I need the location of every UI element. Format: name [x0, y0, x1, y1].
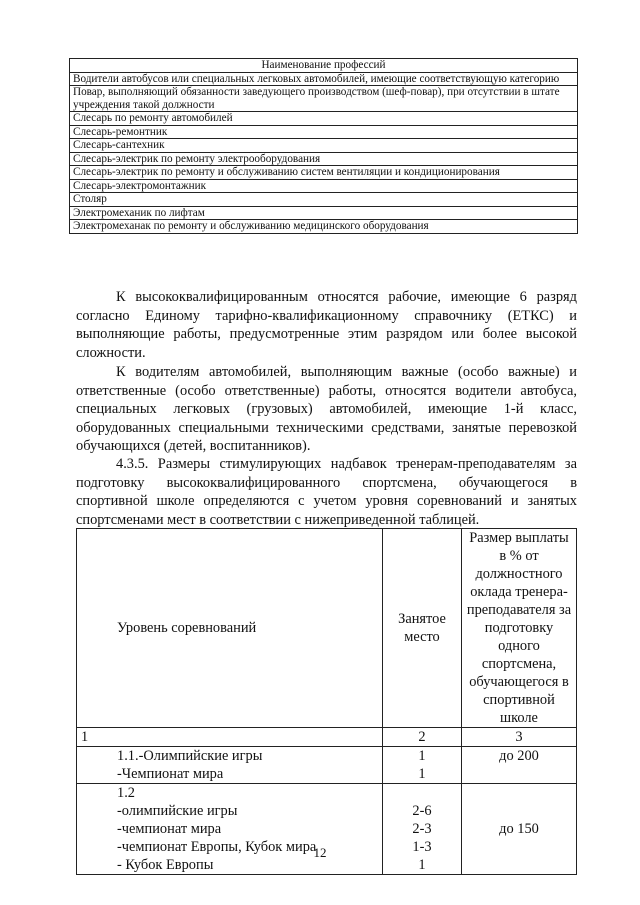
table-row: [77, 747, 577, 784]
competition-table: [76, 528, 577, 875]
place-item: 1: [418, 748, 426, 764]
place-item: 2-3: [412, 821, 432, 837]
place-item: 1-3: [412, 839, 432, 855]
payment-cell: до 200: [462, 747, 577, 784]
paragraph-section-4-3-5: 4.3.5. Размеры стимулирующих надбавок тренерам-преподавателям за подготовку высококвалифицированного спортсмена, обучающегося в спортивной школе определяются с учетом уровня соревнований и занятых спортсменами мест в соответствии с нижеприведенной таблицей.: [76, 456, 577, 528]
table-row: [70, 86, 578, 112]
competition-header-row: [77, 529, 577, 728]
level-item: - Кубок Европы: [117, 857, 214, 873]
level-item: -чемпионат мира: [117, 821, 222, 837]
page-number: 12: [313, 845, 327, 860]
table-row: [70, 72, 578, 86]
table-row: [70, 152, 578, 166]
level-item: -Чемпионат мира: [117, 766, 224, 782]
table-row: [70, 220, 578, 234]
column-number-2: 2: [383, 728, 462, 747]
column-number-1: 1: [77, 728, 383, 747]
place-item: [387, 784, 457, 802]
header-level: Уровень соревнований: [77, 529, 383, 728]
column-number-row: [77, 728, 577, 747]
profession-cell: Слесарь-сантехник: [70, 139, 578, 153]
place-item: 2-6: [412, 803, 432, 819]
professions-header: Наименование профессий: [70, 59, 578, 73]
header-payment: Размер выплаты в % от должностного оклада тренера-преподавателя за подготовку одного спортсмена, обучающегося в спортивной школе: [462, 529, 577, 728]
level-item: -олимпийские игры: [117, 803, 238, 819]
profession-cell: Электромеханак по ремонту и обслуживанию медицинского оборудования: [70, 220, 578, 234]
header-place: Занятое место: [383, 529, 462, 728]
profession-cell: Слесарь-электрик по ремонту электрооборудования: [70, 152, 578, 166]
table-row: [70, 206, 578, 220]
place-item: 1: [418, 766, 426, 782]
professions-header-row: [70, 59, 578, 73]
profession-cell: Электромеханик по лифтам: [70, 206, 578, 220]
profession-cell: Столяр: [70, 193, 578, 207]
profession-cell: Повар, выполняющий обязанности заведующего производством (шеф-повар), при отсутствии в штате учреждения такой должности: [70, 86, 578, 112]
profession-cell: Слесарь-электрик по ремонту и обслуживанию систем вентиляции и кондиционирования: [70, 166, 578, 180]
paragraph-highly-qualified: К высококвалифицированным относятся рабочие, имеющие 6 разряд согласно Единому тарифно-квалификационному справочнику (ЕТКС) и выполняющие работы, предусмотренные этим разрядом или более высокой сложности.: [76, 289, 577, 361]
profession-cell: Слесарь-ремонтник: [70, 125, 578, 139]
place-item: 1: [418, 857, 426, 873]
table-row: [70, 139, 578, 153]
profession-cell: Водители автобусов или специальных легковых автомобилей, имеющие соответствующую категорию: [70, 72, 578, 86]
level-cell: [77, 747, 383, 784]
table-row: [70, 125, 578, 139]
level-item: 1.2: [117, 785, 135, 801]
profession-cell: Слесарь по ремонту автомобилей: [70, 112, 578, 126]
table-row: [70, 112, 578, 126]
level-item: 1.1.-Олимпийские игры: [117, 748, 263, 764]
table-row: [70, 179, 578, 193]
payment-cell: до 150: [462, 784, 577, 875]
table-row: [70, 193, 578, 207]
level-item: -чемпионат Европы, Кубок мира: [117, 839, 317, 855]
table-row: [70, 166, 578, 180]
profession-cell: Слесарь-электромонтажник: [70, 179, 578, 193]
professions-table: [69, 58, 578, 234]
place-cell: [383, 747, 462, 784]
paragraph-drivers: К водителям автомобилей, выполняющим важные (особо важные) и ответственные (особо ответственные) работы, относятся водители автобуса, специальных легковых (грузовых) автомобилей, имеющие 1-й класс, оборудованных специальными техническими средствами, занятые перевозкой обучающихся (детей, воспитанников).: [76, 364, 577, 455]
column-number-3: 3: [462, 728, 577, 747]
